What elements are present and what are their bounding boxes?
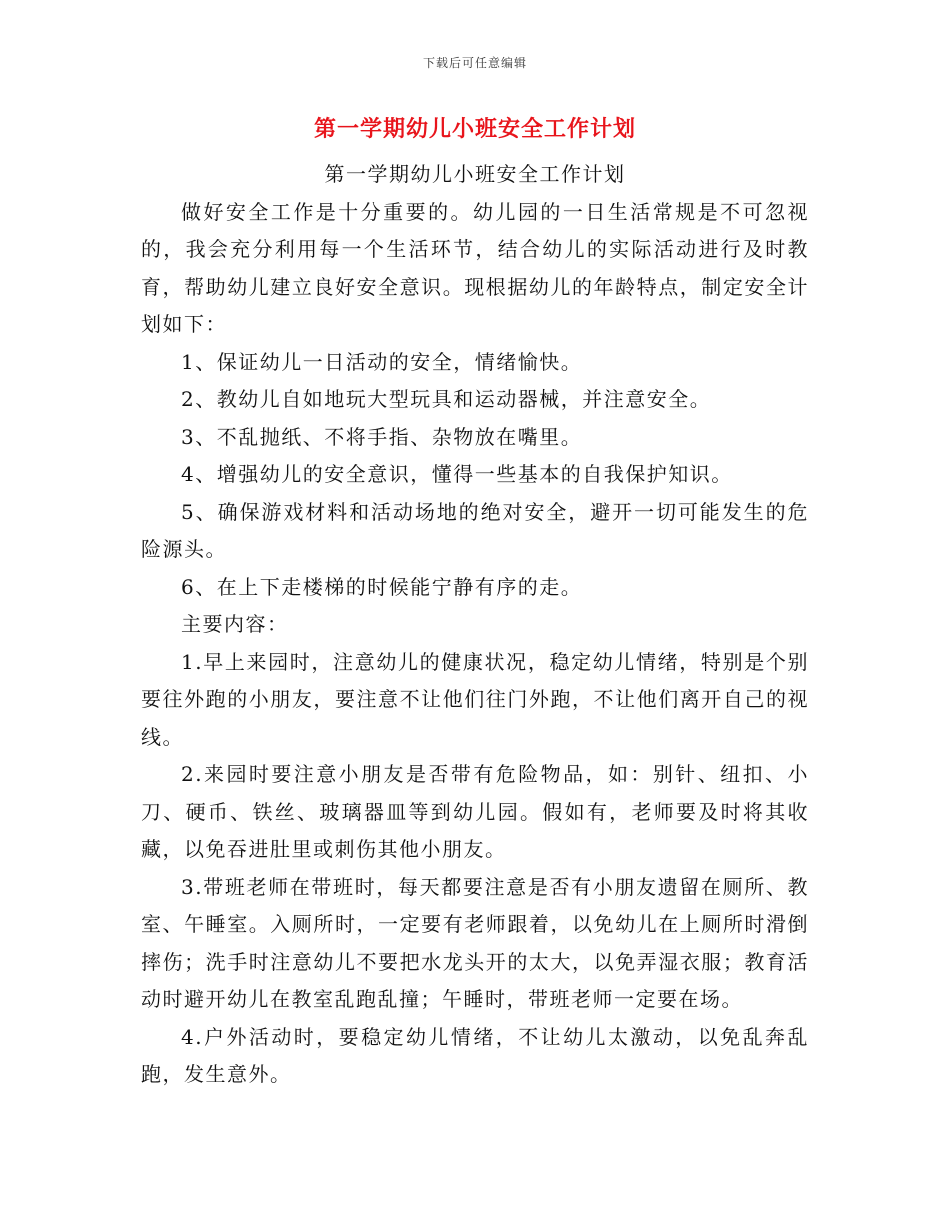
document-title: 第一学期幼儿小班安全工作计划: [313, 117, 636, 142]
paragraph-item-2: 2、教幼儿自如地玩大型玩具和运动器械，并注意安全。: [181, 387, 712, 411]
paragraph-item-1: 1、保证幼儿一日活动的安全，情绪愉快。: [181, 349, 583, 374]
document-subtitle: 第一学期幼儿小班安全工作计划: [324, 162, 626, 186]
paragraph-content-3: 3.带班老师在带班时，每天都要注意是否有小朋友遗留在厕所、教室、午睡室。入厕所时，一定要有老师跟着，以免幼儿在上厕所时滑倒摔伤；洗手时注意幼儿不要把水龙头开的太大，以免弄湿衣服；教育活动时避开幼儿在教室乱跑乱撞；午睡时，带班老师一定要在场。: [141, 874, 809, 1011]
paragraph-intro: 做好安全工作是十分重要的。幼儿园的一日生活常规是不可忽视的，我会充分利用每一个生活环节，结合幼儿的实际活动进行及时教育，帮助幼儿建立良好安全意识。现根据幼儿的年龄特点，制定安全计划如下：: [141, 199, 809, 336]
paragraph-content-4: 4.户外活动时，要稳定幼儿情绪，不让幼儿太激动，以免乱奔乱跑，发生意外。: [141, 1024, 809, 1086]
paragraph-content-2: 2.来园时要注意小朋友是否带有危险物品，如：别针、纽扣、小刀、硬币、铁丝、玻璃器皿等到幼儿园。假如有，老师要及时将其收藏，以免吞进肚里或刺伤其他小朋友。: [141, 762, 809, 861]
paragraph-item-6: 6、在上下走楼梯的时候能宁静有序的走。: [181, 574, 583, 599]
paragraph-item-3: 3、不乱抛纸、不将手指、杂物放在嘴里。: [181, 424, 583, 449]
paragraph-item-5: 5、确保游戏材料和活动场地的绝对安全，避开一切可能发生的危险源头。: [141, 499, 809, 561]
header-note: 下载后可任意编辑: [422, 56, 527, 70]
paragraph-item-4: 4、增强幼儿的安全意识，懂得一些基本的自我保护知识。: [181, 462, 733, 486]
paragraph-content-1: 1.早上来园时，注意幼儿的健康状况，稳定幼儿情绪，特别是个别要往外跑的小朋友，要注意不让他们往门外跑，不让他们离开自己的视线。: [141, 649, 809, 749]
section-heading-main-content: 主要内容：: [181, 612, 289, 636]
document-body: [141, 156, 809, 1094]
